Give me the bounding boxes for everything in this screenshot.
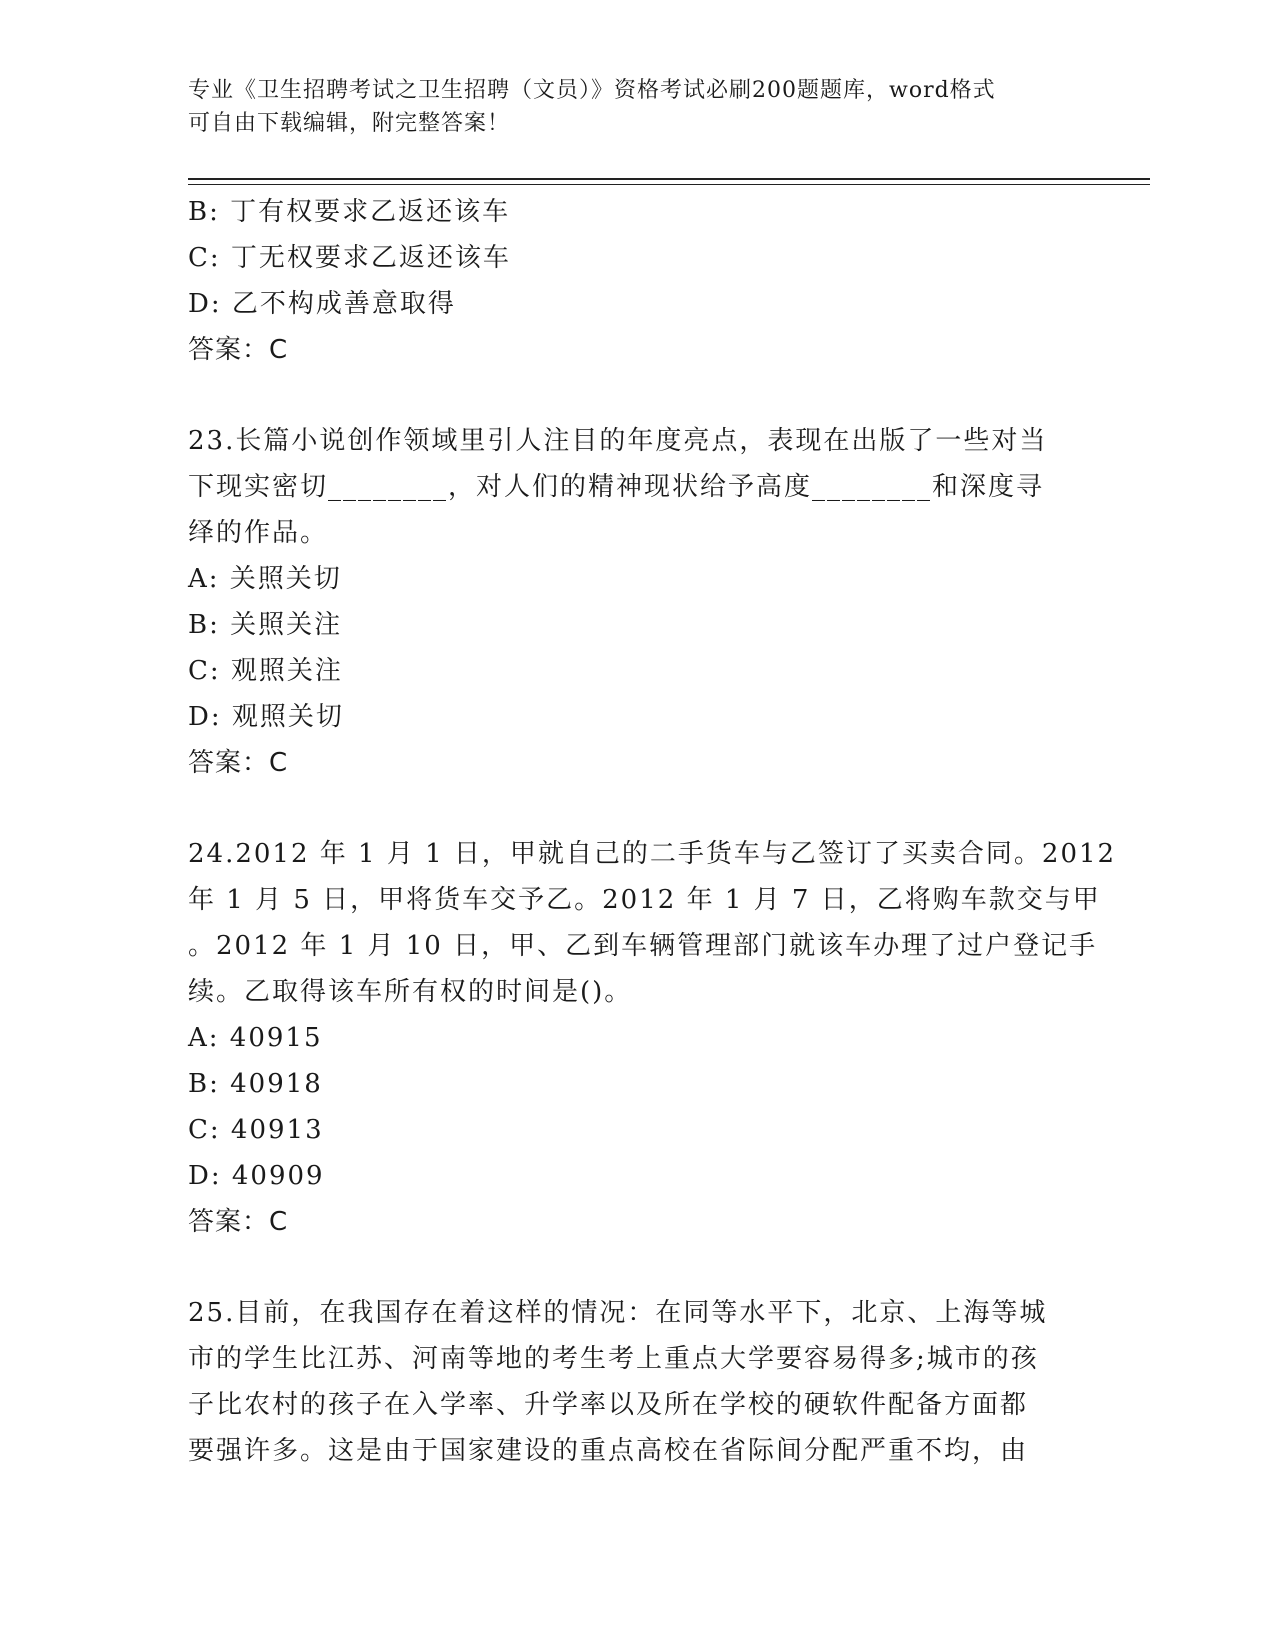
question-text-line: 要强许多。这是由于国家建设的重点高校在省际间分配严重不均，由	[188, 1436, 1029, 1466]
question-text-line: 续。乙取得该车所有权的时间是()。	[188, 977, 633, 1007]
option-d: D: 40909	[188, 1161, 325, 1191]
spacer	[188, 373, 1088, 418]
question-text-line: 24.2012 年 1 月 1 日，甲就自己的二手货车与乙签订了买卖合同。2012	[188, 839, 1117, 869]
option-a: A: 40915	[188, 1023, 323, 1053]
spacer	[188, 786, 1088, 831]
document-header	[188, 74, 1088, 140]
option-d: D: 乙不构成善意取得	[188, 289, 456, 319]
question-24	[188, 831, 1117, 1245]
option-a: A: 关照关切	[188, 564, 342, 594]
question-text-line: 市的学生比江苏、河南等地的考生考上重点大学要容易得多;城市的孩	[188, 1344, 1039, 1374]
option-b: B: 关照关注	[188, 610, 343, 640]
spacer	[188, 1245, 1088, 1290]
option-b: B: 丁有权要求乙返还该车	[188, 197, 511, 227]
question-text-line: 年 1 月 5 日，甲将货车交予乙。2012 年 1 月 7 日，乙将购车款交与甲	[188, 885, 1101, 915]
header-line-1: 专业《卫生招聘考试之卫生招聘（文员）》资格考试必刷200题题库，word格式	[188, 78, 996, 103]
question-text-line: 绎的作品。	[188, 518, 329, 548]
question-22	[188, 189, 1088, 373]
option-c: C: 丁无权要求乙返还该车	[188, 243, 511, 273]
question-text-line: 下现实密切________，对人们的精神现状给予高度________和深度寻	[188, 472, 1045, 502]
option-b: B: 40918	[188, 1069, 323, 1099]
question-text-line: 23.长篇小说创作领域里引人注目的年度亮点，表现在出版了一些对当	[188, 426, 1048, 456]
answer: 答案：C	[188, 748, 289, 778]
question-25	[188, 1290, 1088, 1474]
question-23	[188, 418, 1088, 786]
question-text-line: 子比农村的孩子在入学率、升学率以及所在学校的硬软件配备方面都	[188, 1390, 1029, 1420]
option-c: C: 40913	[188, 1115, 324, 1145]
header-rule-thin	[188, 184, 1150, 185]
question-content	[188, 189, 1117, 1474]
question-text-line: 25.目前，在我国存在着这样的情况：在同等水平下，北京、上海等城	[188, 1298, 1048, 1328]
answer: 答案：C	[188, 1207, 289, 1237]
header-rule-thick	[188, 178, 1150, 180]
option-c: C: 观照关注	[188, 656, 343, 686]
header-line-2: 可自由下载编辑，附完整答案！	[188, 111, 511, 136]
question-text-line: 。2012 年 1 月 10 日，甲、乙到车辆管理部门就该车办理了过户登记手	[188, 931, 1098, 961]
answer: 答案：C	[188, 335, 289, 365]
option-d: D: 观照关切	[188, 702, 344, 732]
